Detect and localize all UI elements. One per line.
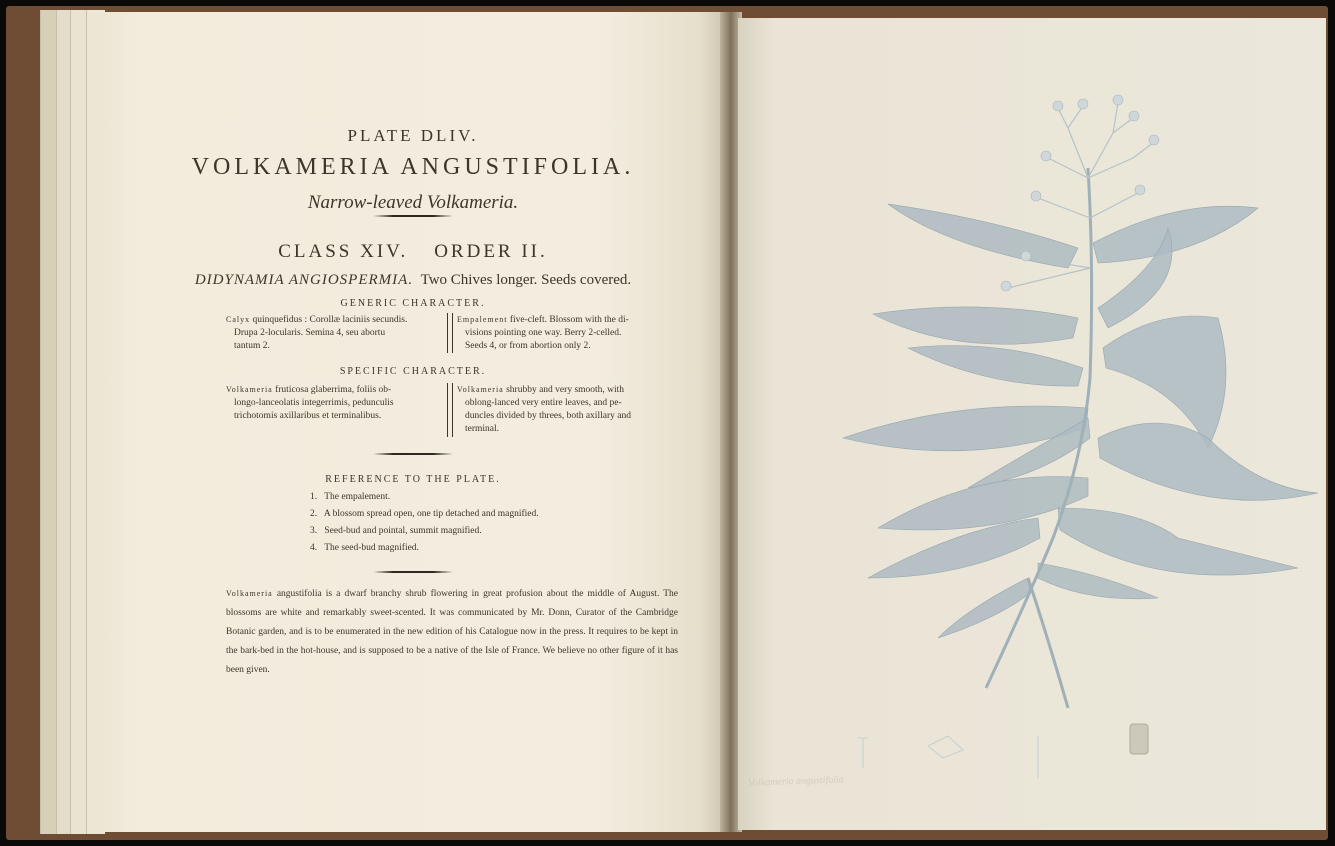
reference-item [310,526,482,536]
blossom [1129,111,1139,121]
generic-character-english [457,313,679,353]
branch-stem [1028,578,1068,708]
leaf [1058,508,1298,575]
generic-english-label: Empalement [457,315,508,324]
column-divider [447,313,453,353]
system-name: DIDYNAMIA ANGIOSPERMIA. [194,272,414,288]
reference-number: 1. [310,492,318,502]
description-text: angustifolia is a dwarf branchy shrub flowering in great profusion about the middle of August. The blossoms are white and remarkably sweet-scented. It was communicated by Mr. Donn, Curator of the Cambridge Botanic garden, and is to be enumerated in the new edition of his Catalogue now in the press. It requires to be kept in the bark-bed in the hot-house, and is supposed to be a native of the Isle of France. We believe no other figure of it has been given. [226,589,678,675]
flower-stalk [1008,128,1138,288]
ornamental-rule [373,452,453,456]
description-lead: Volkameria [226,589,273,598]
plate-title: VOLKAMERIA ANGUSTIFOLIA. [191,154,635,180]
blossom [1078,99,1088,109]
class-label: CLASS XIV. [278,241,409,262]
leaf [1093,206,1258,263]
system-line [102,272,724,289]
generic-character-heading: GENERIC CHARACTER. [340,298,486,309]
blossom [1135,185,1145,195]
leaf [1038,563,1158,599]
leaf [908,346,1083,387]
specific-latin-line: longo-lanceolatis integerrimis, pedunculis [234,398,394,408]
specific-character-latin [226,383,448,423]
generic-latin-line: tantum 2. [234,341,270,351]
specific-latin-label: Volkameria [226,385,273,394]
class-order-line [102,241,724,263]
reference-text: The seed-bud magnified. [324,543,419,553]
reference-number: 3. [310,526,318,536]
system-gloss: Two Chives longer. Seeds covered. [420,272,632,288]
specific-latin-line: fruticosa glaberrima, foliis ob- [275,385,392,395]
generic-latin-label: Calyx [226,315,251,324]
leaf [888,204,1078,268]
specific-latin-line: trichotomis axillaribus et terminalibus. [234,411,382,421]
generic-english-line: visions pointing one way. Berry 2-celled. [465,328,622,338]
specific-english-line: duncles divided by threes, both axillary and [465,411,631,421]
blossom [1053,101,1063,111]
reference-text: A blossom spread open, one tip detached and magnified. [323,509,539,519]
blossom [1031,191,1041,201]
reference-number: 2. [310,509,318,519]
specific-english-line: terminal. [465,424,500,434]
specific-character-english [457,383,679,436]
specific-english-label: Volkameria [457,385,504,394]
reference-text: Seed-bud and pointal, summit magnified. [324,526,482,536]
reference-item [310,492,390,502]
plate-caption: Volkameria angustifolia [747,774,845,789]
blossom [1021,251,1031,261]
generic-character-latin [226,313,448,353]
generic-english-line: Seeds 4, or from abortion only 2. [465,341,591,351]
generic-latin-line: Drupa 2-locularis. Semina 4, seu abortu [234,328,386,338]
dissection-figure [928,736,963,758]
description-paragraph [226,584,678,680]
specific-english-line: oblong-lanced very entire leaves, and pe- [465,398,622,408]
dissection-figure [858,738,868,768]
reference-text: The empalement. [324,492,391,502]
plant-illustration [738,18,1326,830]
reference-item [310,509,539,519]
plate-subtitle: Narrow-leaved Volkameria. [307,192,519,213]
blossom [1041,151,1051,161]
reference-heading: REFERENCE TO THE PLATE. [325,474,501,485]
generic-english-line: five-cleft. Blossom with the di- [509,315,629,325]
leaf [938,578,1030,638]
leaf [873,307,1078,344]
generic-latin-line: quinquefidus : Corollæ laciniis secundis. [252,315,408,325]
flower-stalk [1058,103,1153,158]
blossom [1113,95,1123,105]
blossom [1001,281,1011,291]
specific-character-heading: SPECIFIC CHARACTER. [339,366,487,377]
reference-number: 4. [310,543,318,553]
ornamental-rule [373,570,453,574]
plate-stamp [1130,724,1148,754]
plate-number: PLATE DLIV. [347,126,479,145]
blossom [1149,135,1159,145]
specific-english-line: shrubby and very smooth, with [506,385,625,395]
left-text-page [102,12,724,832]
reference-item [310,543,419,553]
column-divider [447,383,453,437]
ornamental-rule [373,214,453,218]
order-label: ORDER II. [434,241,548,262]
